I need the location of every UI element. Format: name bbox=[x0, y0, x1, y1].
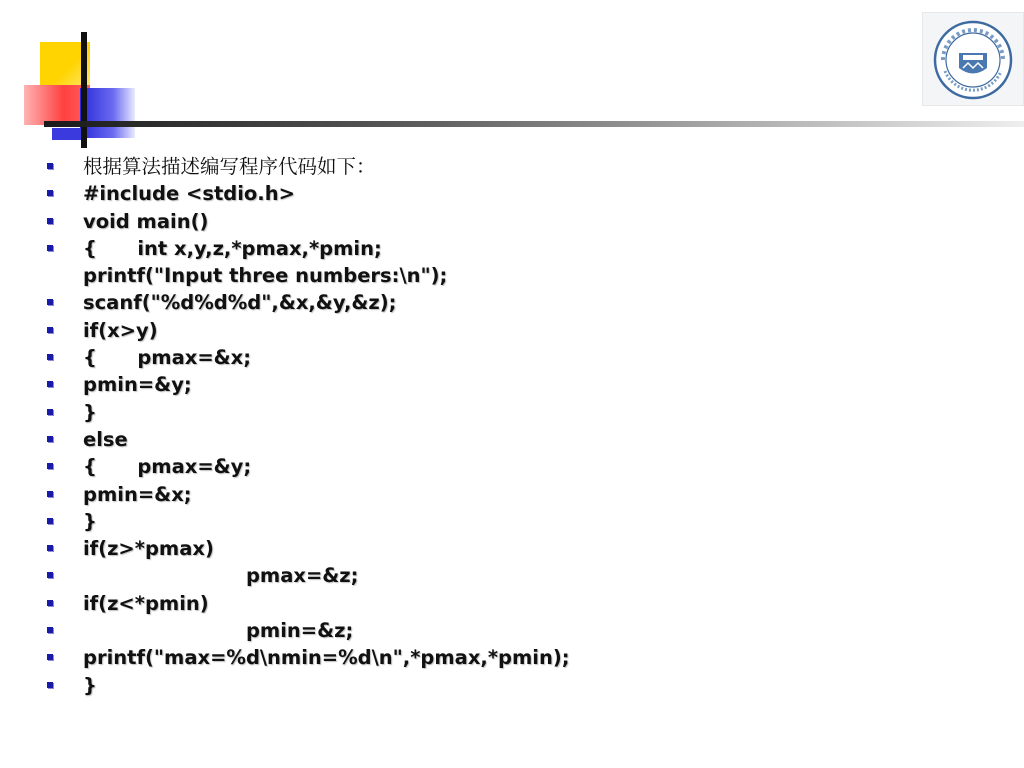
bullet-item bbox=[44, 535, 1004, 562]
bullet-icon bbox=[47, 245, 53, 251]
bullet-icon bbox=[47, 491, 53, 497]
bullet-icon bbox=[47, 463, 53, 469]
code-line: printf("max=%d\nmin=%d\n",*pmax,*pmin); bbox=[83, 646, 570, 670]
vertical-rule bbox=[81, 32, 87, 148]
bullet-icon bbox=[47, 381, 53, 387]
bullet-icon bbox=[47, 600, 53, 606]
code-line: } bbox=[83, 509, 97, 533]
bullet-icon bbox=[47, 163, 53, 169]
horizontal-rule bbox=[44, 121, 1024, 127]
bullet-icon bbox=[47, 654, 53, 660]
bullet-item bbox=[44, 426, 1004, 453]
bullet-icon bbox=[47, 682, 53, 688]
university-seal-icon bbox=[923, 13, 1023, 105]
code-line: #include <stdio.h> bbox=[83, 182, 295, 206]
code-line: void main() bbox=[83, 209, 209, 233]
bullet-item bbox=[44, 617, 1004, 644]
code-line: else bbox=[83, 427, 128, 451]
bullet-icon bbox=[47, 436, 53, 442]
code-line: if(z>*pmax) bbox=[83, 537, 214, 561]
bullet-item bbox=[44, 317, 1004, 344]
bullet-item bbox=[44, 644, 1004, 671]
bullet-icon bbox=[47, 299, 53, 305]
code-line: { pmax=&x; bbox=[83, 346, 252, 370]
title-decoration bbox=[0, 0, 1024, 160]
bullet-icon bbox=[47, 545, 53, 551]
blue-square-decoration bbox=[80, 88, 135, 138]
bullet-item bbox=[44, 208, 1004, 235]
code-line: printf("Input three numbers:\n"); bbox=[83, 264, 448, 288]
bullet-icon bbox=[47, 518, 53, 524]
code-line: pmin=&z; bbox=[83, 619, 354, 643]
bullet-icon bbox=[47, 327, 53, 333]
bullet-item bbox=[44, 453, 1004, 480]
bullet-icon bbox=[47, 218, 53, 224]
bullet-item bbox=[44, 399, 1004, 426]
code-line: if(z<*pmin) bbox=[83, 591, 209, 615]
code-line: pmin=&x; bbox=[83, 482, 192, 506]
code-line: { int x,y,z,*pmax,*pmin; bbox=[83, 236, 382, 260]
code-line: } bbox=[83, 400, 97, 424]
bullet-item bbox=[44, 672, 1004, 699]
bullet-item bbox=[44, 508, 1004, 535]
bullet-icon bbox=[47, 354, 53, 360]
bullet-item bbox=[44, 289, 1004, 316]
code-line: scanf("%d%d%d",&x,&y,&z); bbox=[83, 291, 397, 315]
slide-content bbox=[44, 153, 1004, 699]
bullet-item bbox=[44, 235, 1004, 290]
bullet-item bbox=[44, 562, 1004, 589]
code-line: } bbox=[83, 673, 97, 697]
bullet-icon bbox=[47, 572, 53, 578]
bullet-item bbox=[44, 371, 1004, 398]
bullet-item bbox=[44, 590, 1004, 617]
code-line: pmax=&z; bbox=[83, 564, 359, 588]
code-line: pmin=&y; bbox=[83, 373, 192, 397]
blue-bar-decoration bbox=[52, 128, 82, 140]
bullet-item bbox=[44, 153, 1004, 180]
university-logo bbox=[922, 12, 1024, 106]
bullet-item bbox=[44, 180, 1004, 207]
code-line: if(x>y) bbox=[83, 318, 158, 342]
bullet-item bbox=[44, 344, 1004, 371]
code-line: { pmax=&y; bbox=[83, 455, 252, 479]
bullet-icon bbox=[47, 409, 53, 415]
bullet-item bbox=[44, 481, 1004, 508]
code-line: 根据算法描述编写程序代码如下： bbox=[83, 155, 376, 178]
bullet-icon bbox=[47, 190, 53, 196]
bullet-icon bbox=[47, 627, 53, 633]
